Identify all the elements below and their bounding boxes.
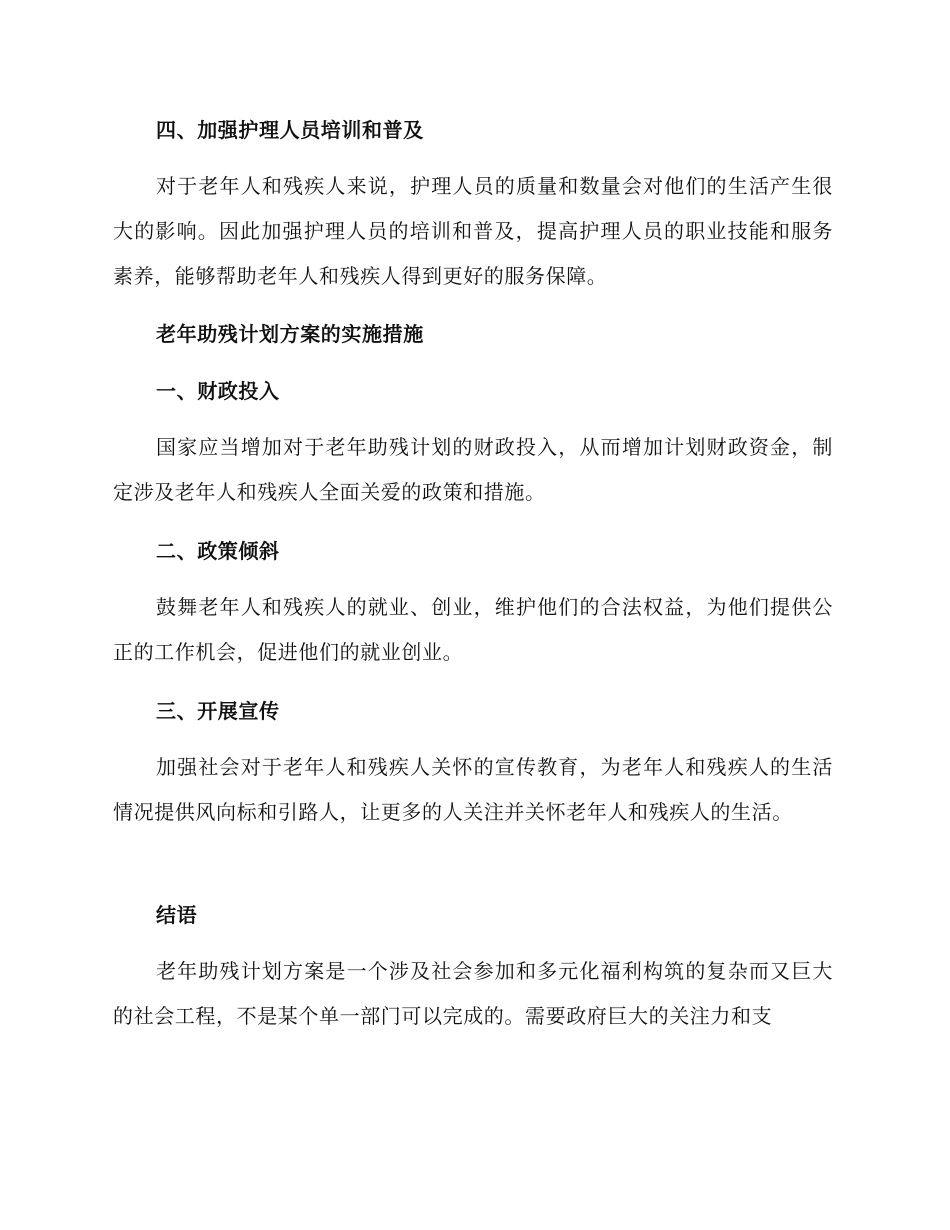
paragraph-publicity: 加强社会对于老年人和残疾人关怀的宣传教育，为老年人和残疾人的生活情况提供风向标和引路人，让更多的人关注并关怀老年人和残疾人的生活。 [113,755,833,824]
section-heading-finance: 一、财政投入 [156,379,280,403]
section-heading-policy: 二、政策倾斜 [156,539,280,563]
section-heading-publicity: 三、开展宣传 [156,699,280,723]
paragraph-conclusion: 老年助残计划方案是一个涉及社会参加和多元化福利构筑的复杂而又巨大的社会工程，不是某个单一部门可以完成的。需要政府巨大的关注力和支 [113,959,833,1028]
paragraph-finance: 国家应当增加对于老年助残计划的财政投入，从而增加计划财政资金，制定涉及老年人和残疾人全面关爱的政策和措施。 [113,435,833,504]
section-heading-training: 四、加强护理人员培训和普及 [156,118,424,142]
paragraph-training: 对于老年人和残疾人来说，护理人员的质量和数量会对他们的生活产生很大的影响。因此加强护理人员的培训和普及，提高护理人员的职业技能和服务素养，能够帮助老年人和残疾人得到更好的服务保障。 [113,174,833,288]
paragraph-policy: 鼓舞老年人和残疾人的就业、创业，维护他们的合法权益，为他们提供公正的工作机会，促进他们的就业创业。 [113,595,833,664]
section-heading-conclusion: 结语 [156,903,198,927]
section-heading-measures: 老年助残计划方案的实施措施 [156,322,424,346]
